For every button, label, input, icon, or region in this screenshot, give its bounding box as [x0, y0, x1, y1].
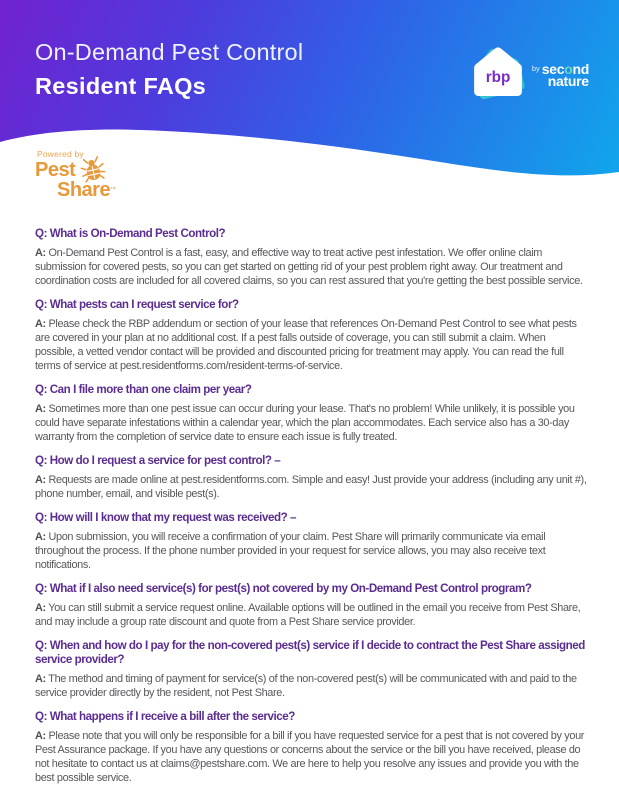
answer-prefix: A:	[35, 403, 46, 415]
faq-answer	[35, 473, 587, 501]
pest-label: Pest	[35, 159, 76, 181]
answer-text: On-Demand Pest Control is a fast, easy, and effective way to treat active pest infestation. We offer online claim submission for covered pests, so you can get started on getting rid of your pest problem right away. Our treatment and coordination costs are included for all covered claims, so you can rest assured that you're getting the best possible service.	[35, 247, 583, 287]
faq-question: Q: Can I file more than one claim per year?	[35, 383, 252, 396]
answer-text: Please check the RBP addendum or section of your lease that references On-Demand Pest Control to see what pests are covered in your plan at no additional cost. If a pest falls outside of coverage, you can still submit a claim. When possible, a vetted vendor contact will be provided and discounted pricing for treatment may apply. You can read the full terms of service at pest.residentforms.com/resident-terms-of-service.	[35, 318, 577, 372]
header-banner	[0, 0, 619, 210]
rbp-second-nature-logo	[471, 45, 589, 101]
answer-text: The method and timing of payment for service(s) of the non-covered pest(s) will be communicated with and paid to the service provider directly by the resident, not Pest Share.	[35, 673, 577, 699]
faq-question: Q: What pests can I request service for?	[35, 298, 239, 311]
faq-list	[0, 210, 619, 785]
faq-item	[35, 298, 587, 373]
leaf-o-glyph: o	[564, 60, 573, 77]
header-titles	[35, 37, 303, 101]
faq-answer	[35, 402, 587, 444]
share-label: Share	[57, 179, 111, 201]
answer-text: You can still submit a service request online. Available options will be outlined in the email you receive from Pest Share, and may include a group rate discount and quote from a Pest Share service provider.	[35, 602, 581, 628]
faq-answer	[35, 672, 587, 700]
faq-item	[35, 454, 587, 501]
faq-item	[35, 710, 587, 785]
faq-question: Q: What is On-Demand Pest Control?	[35, 227, 226, 240]
faq-item	[35, 511, 587, 572]
answer-prefix: A:	[35, 673, 46, 685]
answer-prefix: A:	[35, 247, 46, 259]
faq-question: Q: When and how do I pay for the non-covered pest(s) service if I decide to contract the Pest Share assigned service provider?	[35, 639, 585, 666]
trademark-symbol: ™	[110, 187, 117, 193]
answer-prefix: A:	[35, 730, 46, 742]
page-title: On-Demand Pest Control	[35, 39, 304, 65]
rbp-badge-label: rbp	[485, 69, 511, 86]
answer-text: Upon submission, you will receive a confirmation of your claim. Pest Share will primarily communicate via email throughout the process. If the phone number provided in your request for service allows, you may also receive text notifications.	[35, 531, 546, 571]
answer-prefix: A:	[35, 474, 46, 486]
page-subtitle: Resident FAQs	[35, 73, 207, 99]
answer-prefix: A:	[35, 531, 46, 543]
faq-answer	[35, 317, 587, 373]
second-label: second	[541, 60, 589, 77]
faq-answer	[35, 246, 587, 288]
answer-prefix: A:	[35, 318, 46, 330]
pest-share-logo	[35, 149, 116, 201]
faq-question: Q: How will I know that my request was received? –	[35, 511, 296, 524]
faq-question: Q: What if I also need service(s) for pest(s) not covered by my On-Demand Pest Control program?	[35, 582, 532, 595]
faq-item	[35, 639, 587, 700]
rbp-house-icon	[471, 45, 525, 101]
faq-question: Q: What happens if I receive a bill after the service?	[35, 710, 295, 723]
answer-prefix: A:	[35, 602, 46, 614]
faq-item	[35, 582, 587, 629]
answer-text: Please note that you will only be responsible for a bill if you have requested service for a pest that is not covered by your Pest Assurance package. If you have any questions or concerns about the service or the bill you have received, please do not hesitate to contact us at claims@pestshare.com. We are here to help you resolve any issues and provide you with the best possible service.	[35, 730, 585, 784]
answer-text: Requests are made online at pest.residentforms.com. Simple and easy! Just provide your address (including any unit #), phone number, email, and visible pest(s).	[35, 474, 587, 500]
powered-by-label: Powered by	[37, 149, 84, 159]
faq-question: Q: How do I request a service for pest control? –	[35, 454, 281, 467]
faq-item	[35, 227, 587, 288]
by-label: by	[531, 63, 540, 73]
faq-answer	[35, 729, 587, 785]
answer-text: Sometimes more than one pest issue can occur during your lease. That's no problem! While unlikely, it is possible you could have separate infestations within a calendar year, which the plan accommodates. Each service also has a 30-day warranty from the completion of service date to ensure each issue is fully treated.	[35, 403, 575, 443]
faq-answer	[35, 530, 587, 572]
faq-item	[35, 383, 587, 444]
second-nature-wordmark	[532, 55, 589, 88]
faq-answer	[35, 601, 587, 629]
nature-label: nature	[547, 73, 589, 89]
